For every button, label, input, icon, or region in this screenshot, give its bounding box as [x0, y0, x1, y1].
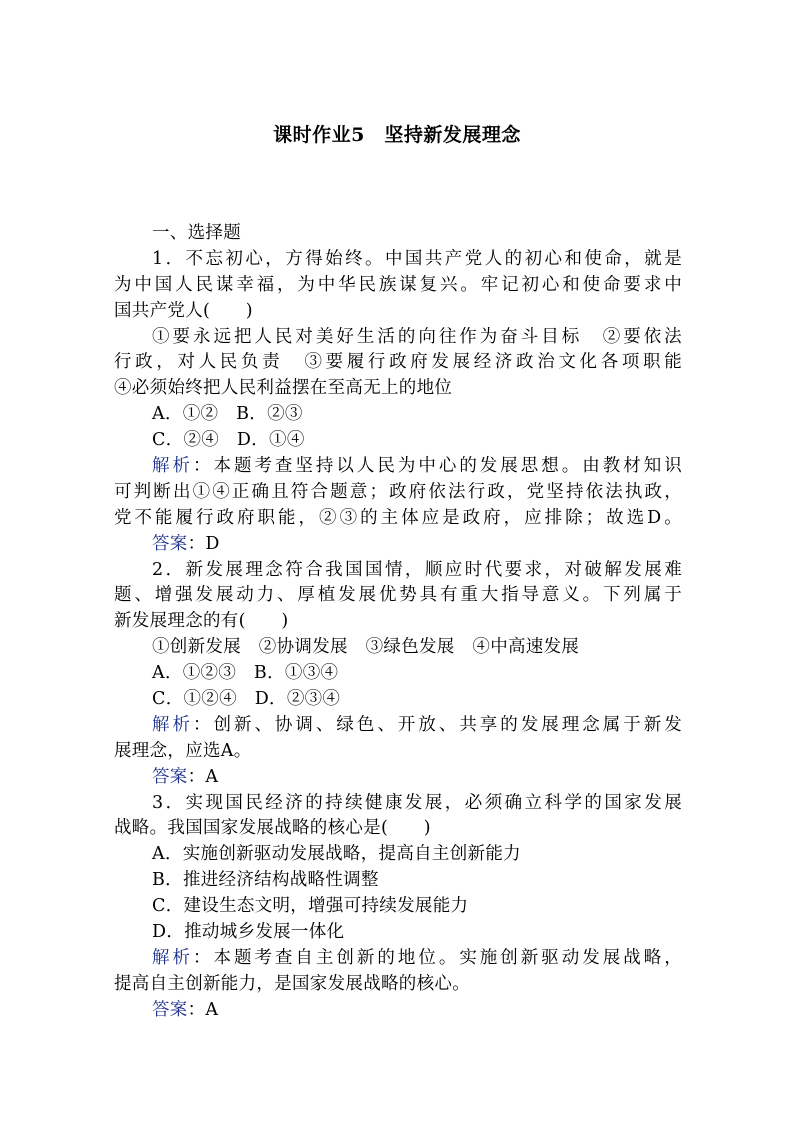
- text-line: [114, 972, 682, 998]
- text-line: [114, 350, 682, 376]
- text-line: [114, 273, 682, 299]
- line-text: 党不能履行政府职能，②③的主体应是政府，应排除；故选D。: [114, 507, 682, 528]
- line-text: ：A: [187, 766, 219, 787]
- line-text: C．②④ D．①④: [152, 430, 305, 451]
- line-text: ①要永远把人民对美好生活的向往作为奋斗目标 ②要依法: [152, 326, 682, 347]
- text-line: [114, 687, 682, 713]
- text-line: [114, 920, 682, 946]
- line-text: ：本题考查自主创新的地位。实施创新驱动发展战略，: [192, 947, 682, 968]
- text-line: [114, 221, 682, 247]
- answer-label: 答案: [152, 533, 188, 554]
- line-text: 新发展理念的有( ): [114, 611, 289, 632]
- text-line: [114, 998, 682, 1024]
- line-text: 展理念，应选A。: [114, 740, 252, 761]
- line-text: 可判断出①④正确且符合题意；政府依法行政，党坚持依法执政，: [114, 481, 682, 502]
- document-body: [114, 221, 682, 1024]
- answer-label: 解析: [152, 714, 193, 735]
- text-line: [114, 583, 682, 609]
- line-text: ④必须始终把人民利益摆在至高无上的地位: [114, 378, 453, 399]
- text-line: [114, 713, 682, 739]
- line-text: A．①② B．②③: [152, 404, 303, 425]
- text-line: [114, 532, 682, 558]
- line-text: ：D: [187, 533, 220, 554]
- line-text: 提高自主创新能力，是国家发展战略的核心。: [114, 973, 470, 994]
- text-line: [114, 299, 682, 325]
- line-text: C．建设生态文明，增强可持续发展能力: [152, 896, 469, 917]
- text-line: [114, 402, 682, 428]
- line-text: A．①②③ B．①③④: [152, 663, 339, 684]
- line-text: C．①②④ D．②③④: [152, 689, 341, 710]
- line-text: 1．不忘初心，方得始终。中国共产党人的初心和使命，就是: [152, 248, 682, 269]
- line-text: 一、选择题: [152, 223, 241, 243]
- text-line: [114, 454, 682, 480]
- line-text: ：创新、协调、绿色、开放、共享的发展理念属于新发: [192, 714, 682, 735]
- text-line: [114, 247, 682, 273]
- text-line: [114, 661, 682, 687]
- text-line: [114, 868, 682, 894]
- line-text: 战略。我国国家发展战略的核心是( ): [114, 818, 431, 839]
- text-line: [114, 428, 682, 454]
- line-text: B．推进经济结构战略性调整: [152, 870, 379, 891]
- line-text: 为中国人民谋幸福，为中华民族谋复兴。牢记初心和使命要求中: [114, 274, 682, 295]
- answer-label: 答案: [152, 999, 188, 1020]
- line-text: 国共产党人( ): [114, 300, 253, 321]
- line-text: A．实施创新驱动发展战略，提高自主创新能力: [152, 844, 521, 865]
- line-text: D．推动城乡发展一体化: [152, 922, 345, 943]
- text-line: [114, 480, 682, 506]
- line-text: 3．实现国民经济的持续健康发展，必须确立科学的国家发展: [152, 792, 682, 813]
- text-line: [114, 635, 682, 661]
- text-line: [114, 325, 682, 351]
- line-text: 行政，对人民负责 ③要履行政府发展经济政治文化各项职能: [114, 352, 682, 373]
- text-line: [114, 376, 682, 402]
- text-line: [114, 894, 682, 920]
- text-line: [114, 946, 682, 972]
- line-text: ：本题考查坚持以人民为中心的发展思想。由教材知识: [192, 456, 682, 477]
- line-text: ①创新发展 ②协调发展 ③绿色发展 ④中高速发展: [152, 637, 580, 658]
- answer-label: 解析: [152, 456, 193, 477]
- line-text: 2．新发展理念符合我国国情，顺应时代要求，对破解发展难: [152, 559, 682, 580]
- text-line: [114, 791, 682, 817]
- text-line: [114, 739, 682, 765]
- text-line: [114, 816, 682, 842]
- text-line: [114, 765, 682, 791]
- line-text: 题、增强发展动力、厚植发展优势具有重大指导意义。下列属于: [114, 585, 682, 606]
- text-line: [114, 842, 682, 868]
- line-text: ：A: [187, 999, 219, 1020]
- text-line: [114, 506, 682, 532]
- answer-label: 答案: [152, 766, 188, 787]
- text-line: [114, 609, 682, 635]
- answer-label: 解析: [152, 947, 193, 968]
- text-line: [114, 558, 682, 584]
- page-title: 课时作业5 坚持新发展理念: [273, 124, 521, 146]
